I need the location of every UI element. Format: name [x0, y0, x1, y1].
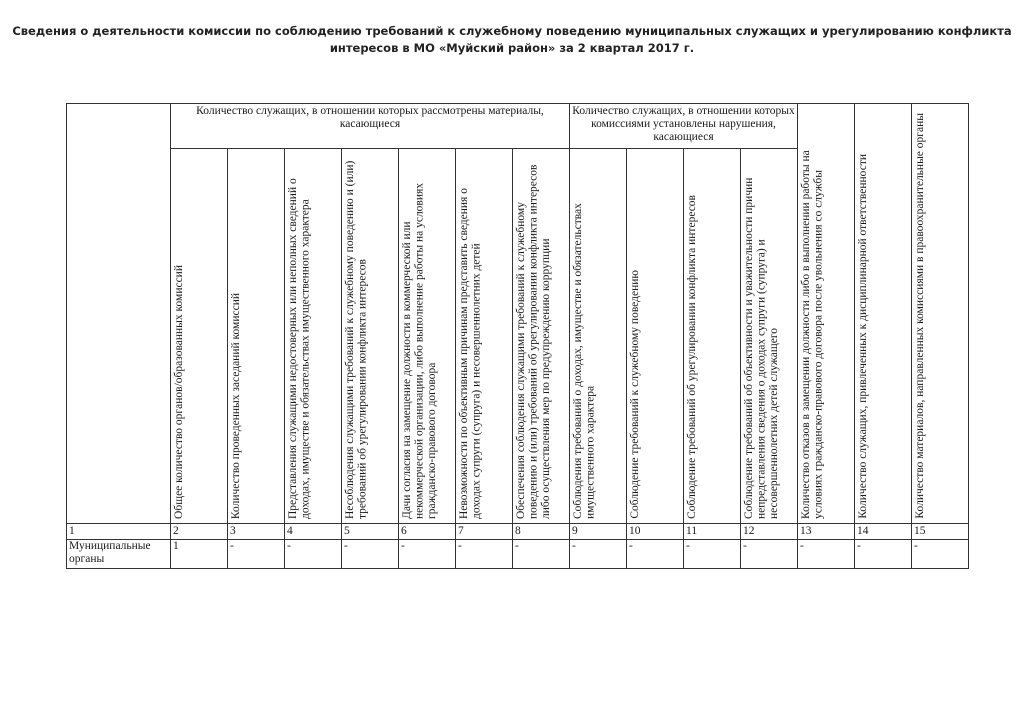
column-header-14	[855, 104, 912, 524]
column-number: 2	[171, 524, 228, 540]
column-number: 4	[285, 524, 342, 540]
column-header-15	[912, 104, 969, 524]
column-header-4	[285, 149, 342, 524]
column-number: 3	[228, 524, 285, 540]
column-number-row	[67, 524, 969, 540]
column-header-8-text: Обеспечения соблюдения служащими требований к служебному поведению и (или) требований об урегулировании конфликта интересов либо осуществления мер по предупреждению коррупции	[515, 164, 552, 519]
table-cell: -	[513, 540, 570, 569]
column-header-12	[741, 149, 798, 524]
table-cell: -	[684, 540, 741, 569]
corner-header-cell	[67, 104, 171, 524]
column-header-6-text: Дачи согласия на замещение должности в коммерческой или некоммерческой организации, либо выполнение работы на условиях гражданско-правового договора	[401, 182, 438, 519]
column-header-11	[684, 149, 741, 524]
column-header-8	[513, 149, 570, 524]
column-header-5	[342, 149, 399, 524]
column-header-7-text: Невозможности по объективным причинам представить сведения о доходах супруги (супруга) и несовершеннолетних детей	[458, 188, 483, 519]
column-header-2	[171, 149, 228, 524]
column-number: 11	[684, 524, 741, 540]
column-header-6	[399, 149, 456, 524]
column-header-5-text: Несоблюдения служащими требований к служебному поведению и (или) требований об урегулировании конфликта интересов	[344, 160, 369, 519]
column-header-9	[570, 149, 627, 524]
column-header-12-text: Соблюдение требований об объективности и уважительности причин непредставления сведения о доходах супруги (супруга) и несовершеннолетних детей служащего	[743, 177, 780, 519]
column-header-10	[627, 149, 684, 524]
column-number: 9	[570, 524, 627, 540]
column-number: 10	[627, 524, 684, 540]
column-number: 1	[67, 524, 171, 540]
document-title-line-2: интересов в МО «Муйский район» за 2 квартал 2017 г.	[329, 41, 695, 55]
column-header-13	[798, 104, 855, 524]
column-header-10-text: Соблюдение требований к служебному поведению	[629, 270, 641, 519]
group-header-considered: Количество служащих, в отношении которых рассмотрены материалы, касающиеся	[171, 104, 570, 149]
table-cell: -	[342, 540, 399, 569]
table-row	[67, 540, 969, 569]
row-label: Муниципальные органы	[67, 540, 171, 569]
table-cell: -	[912, 540, 969, 569]
commission-report-table	[66, 103, 969, 569]
column-header-7	[456, 149, 513, 524]
table-cell: -	[570, 540, 627, 569]
column-header-9-text: Соблюдения требований о доходах, имуществе и обязательствах имущественного характера	[572, 203, 597, 519]
table-cell: -	[741, 540, 798, 569]
column-number: 7	[456, 524, 513, 540]
document-title-line-1: Сведения о деятельности комиссии по соблюдению требований к служебному поведению муниципальных служащих и урегулированию конфликта	[12, 24, 1012, 38]
table-cell: -	[285, 540, 342, 569]
group-header-violations: Количество служащих, в отношении которых комиссиями установлены нарушения, касающиеся	[570, 104, 798, 149]
column-header-3-text: Количество проведенных заседаний комиссий	[230, 292, 242, 519]
column-number: 8	[513, 524, 570, 540]
table-cell: -	[627, 540, 684, 569]
column-number: 14	[855, 524, 912, 540]
column-number: 15	[912, 524, 969, 540]
table-cell: -	[228, 540, 285, 569]
column-header-4-text: Представления служащими недостоверных или неполных сведений о доходах, имуществе и обязательствах имущественного характера	[287, 178, 312, 519]
table-cell: -	[399, 540, 456, 569]
table-cell: -	[855, 540, 912, 569]
table-cell: -	[456, 540, 513, 569]
column-number: 6	[399, 524, 456, 540]
column-header-15-text: Количество материалов, направленных комиссиями в правоохранительные органы	[914, 113, 926, 519]
column-header-11-text: Соблюдение требований об урегулировании конфликта интересов	[686, 195, 698, 519]
column-number: 5	[342, 524, 399, 540]
table-cell: -	[798, 540, 855, 569]
column-header-3	[228, 149, 285, 524]
column-header-14-text: Количество служащих, привлеченных к дисциплинарной ответственности	[857, 154, 869, 519]
column-header-2-text: Общее количество органов/образованных комиссий	[173, 265, 185, 519]
column-number: 12	[741, 524, 798, 540]
table-cell: 1	[171, 540, 228, 569]
column-number: 13	[798, 524, 855, 540]
column-header-13-text: Количество отказов в замещении должности либо в выполнении работы на условиях гражданско-правового договора после увольнения со службы	[800, 150, 825, 519]
